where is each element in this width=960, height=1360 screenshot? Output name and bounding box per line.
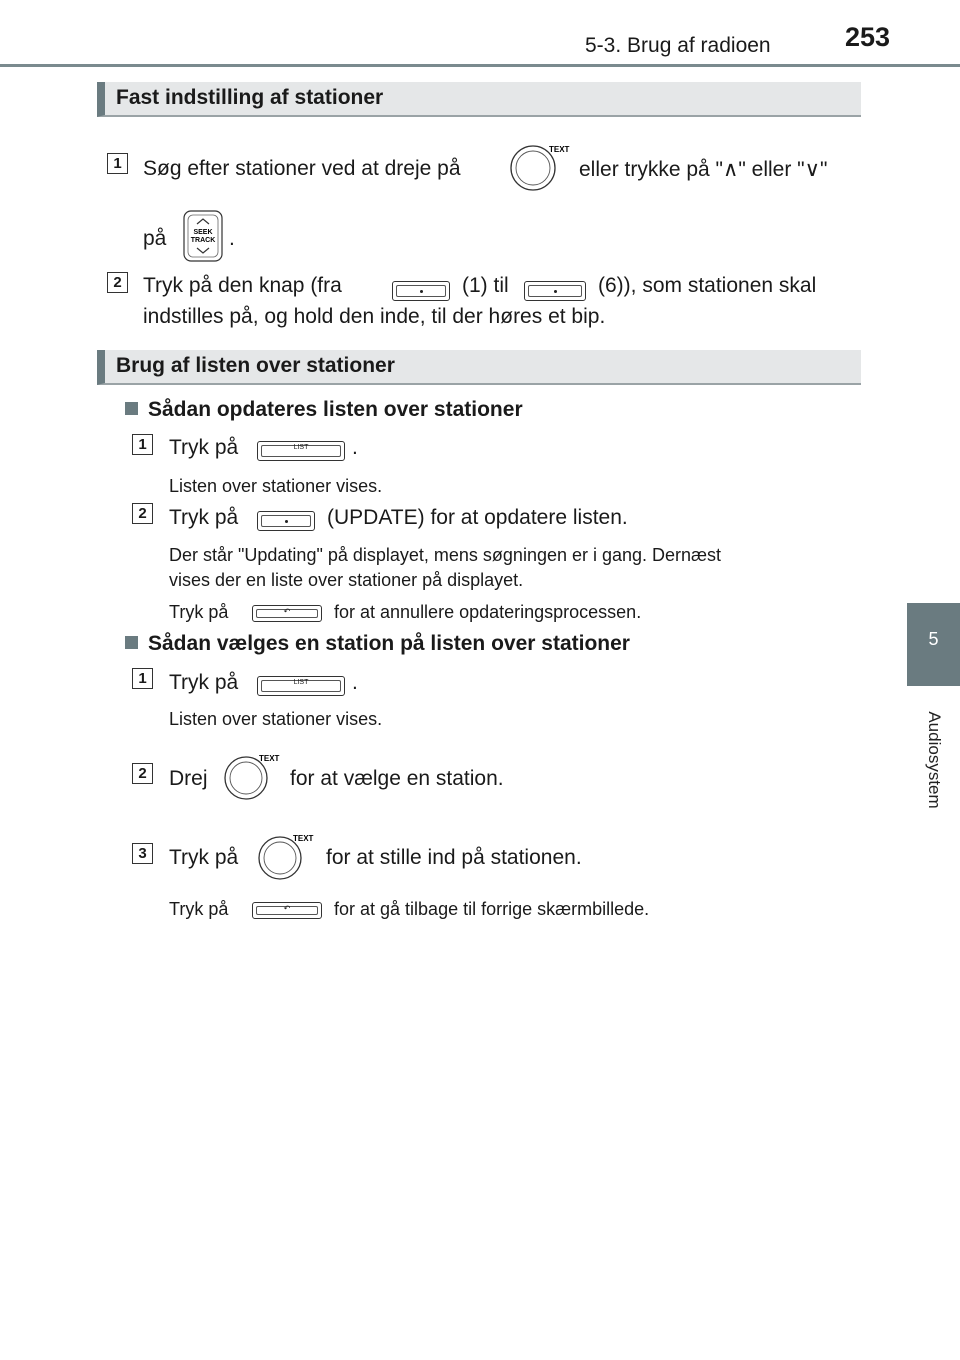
step-number: 2	[107, 272, 128, 293]
step-number: 2	[132, 763, 153, 784]
chapter-tab	[907, 603, 960, 686]
step-text: (UPDATE) for at opdatere listen.	[327, 506, 628, 529]
seek-label: SEEK	[193, 229, 213, 236]
step-text: for at vælge en station.	[290, 767, 504, 790]
subsection-heading: Sådan opdateres listen over stationer	[125, 398, 523, 422]
step-text: indstilles på, og hold den inde, til der høres et bip.	[143, 305, 606, 328]
preset-button-icon	[524, 281, 586, 301]
section-title: Brug af listen over stationer	[116, 354, 395, 377]
list-label: LIST	[293, 444, 309, 451]
list-label: LIST	[293, 679, 309, 686]
step-text: Tryk på	[169, 846, 239, 869]
step-text: på	[143, 227, 167, 250]
preset-button-icon	[392, 281, 450, 301]
step-text: Drej	[169, 767, 208, 790]
back-button-icon: ↶	[252, 605, 322, 622]
step-text: Søg efter stationer ved at dreje på	[143, 157, 461, 180]
step-text: Tryk på	[169, 436, 239, 459]
step-text: .	[352, 671, 358, 694]
section-header-preset	[97, 82, 861, 117]
bullet-square-icon	[125, 636, 138, 649]
list-button-icon	[257, 676, 345, 696]
step-number: 1	[132, 668, 153, 689]
header-divider	[0, 64, 960, 67]
step-text: eller trykke på "∧" eller "∨"	[579, 158, 828, 181]
track-label: TRACK	[190, 237, 216, 244]
step-number: 2	[132, 503, 153, 524]
tune-knob-icon	[508, 143, 570, 193]
back-button-icon: ↶	[252, 902, 322, 919]
step-text: for at stille ind på stationen.	[326, 846, 582, 869]
step-number: 1	[132, 434, 153, 455]
step-text: (1) til	[462, 274, 509, 297]
page-number: 253	[845, 22, 891, 52]
chapter-number: 5	[928, 629, 939, 649]
section-header-station-list	[97, 350, 861, 385]
tune-knob-icon	[222, 752, 284, 802]
text-label: TEXT	[549, 145, 570, 154]
bullet-square-icon	[125, 402, 138, 415]
section-heading: 5-3. Brug af radioen	[585, 34, 771, 57]
step-text: Tryk på den knap (fra	[143, 274, 342, 297]
step-note: Listen over stationer vises.	[169, 709, 383, 729]
step-note: Der står "Updating" på displayet, mens søgningen er i gang. Dernæst	[169, 545, 722, 565]
step-text: (6)), som stationen skal	[598, 274, 817, 297]
step-number: 3	[132, 843, 153, 864]
chapter-label: Audiosystem	[925, 711, 944, 809]
step-note: Tryk på	[169, 602, 229, 622]
step-note: vises der en liste over stationer på displayet.	[169, 570, 524, 590]
step-text: Tryk på	[169, 506, 239, 529]
step-text: .	[352, 436, 358, 459]
step-note: Listen over stationer vises.	[169, 476, 383, 496]
tune-knob-icon	[256, 832, 318, 882]
section-title: Fast indstilling af stationer	[116, 86, 384, 109]
text-label: TEXT	[259, 754, 280, 763]
text-label: TEXT	[293, 834, 314, 843]
step-number: 1	[107, 153, 128, 174]
step-note: Tryk på	[169, 899, 229, 919]
step-note: for at gå tilbage til forrige skærmbillede.	[334, 899, 650, 919]
subsection-heading: Sådan vælges en station på listen over stationer	[125, 632, 630, 656]
step-text: Tryk på	[169, 671, 239, 694]
seek-track-button-icon	[182, 209, 224, 263]
step-note: for at annullere opdateringsprocessen.	[334, 602, 642, 622]
step-text: .	[229, 227, 235, 250]
preset-button-icon	[257, 511, 315, 531]
list-button-icon	[257, 441, 345, 461]
